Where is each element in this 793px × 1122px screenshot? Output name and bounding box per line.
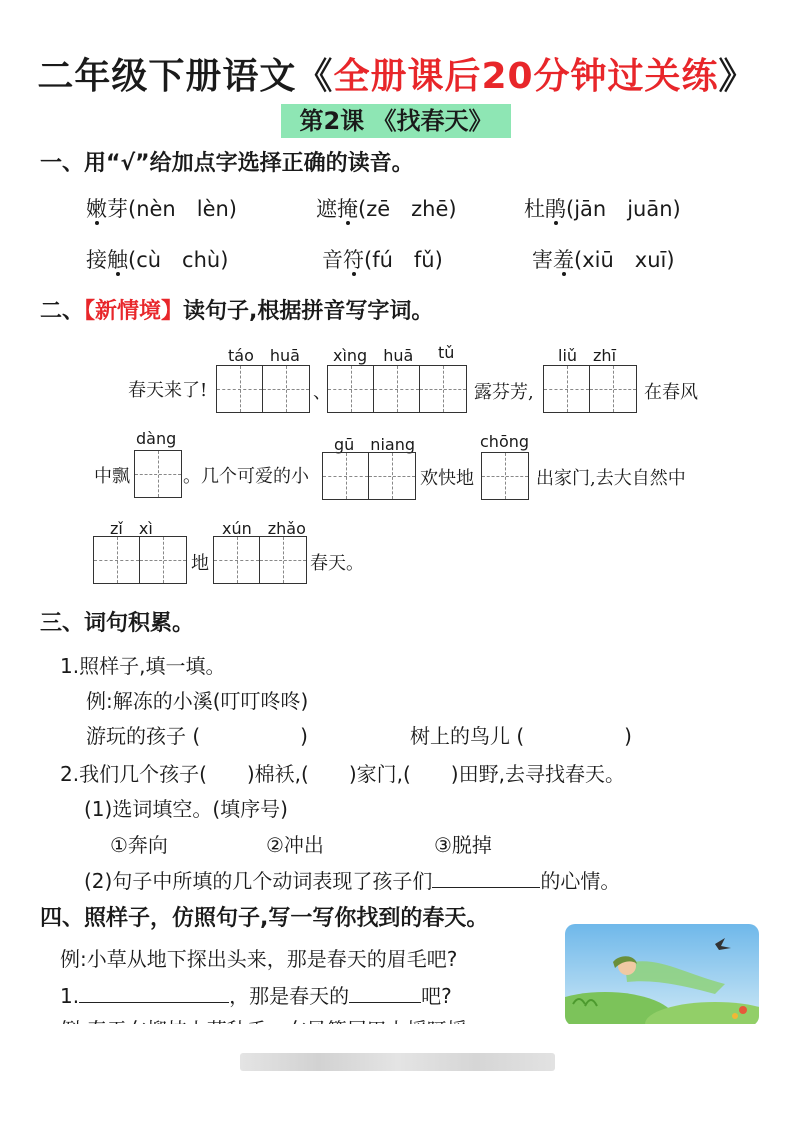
pinyin-item-2: 遮掩(zē zhē): [316, 197, 457, 221]
pinyin-chong: chōng: [480, 432, 530, 451]
writing-boxes-chong[interactable]: [481, 452, 529, 500]
pinyin-tu: tǔ: [438, 343, 455, 362]
sentence-text-6: 。几个可爱的小: [183, 466, 309, 487]
pinyin-item-3: 杜鹃(jān juān): [524, 197, 681, 221]
blurred-watermark-bar: [240, 1053, 555, 1071]
title-prefix: 二年级下册语文《: [37, 56, 334, 97]
section3-q2[interactable]: 2.我们几个孩子( )棉袄,( )家门,( )田野,去寻找春天。: [60, 762, 625, 786]
sentence-text-10: 春天。: [310, 553, 364, 574]
sentence-text-7: 欢快地: [420, 468, 474, 489]
sentence-text-8: 出家门,去大自然中: [536, 468, 686, 489]
writing-boxes-xunzhao[interactable]: [213, 536, 307, 584]
title-suffix: 》: [718, 56, 756, 97]
pinyin-item-6: 害羞(xiū xuī): [532, 248, 675, 272]
sentence-text-3: 露芬芳,: [474, 382, 534, 403]
pinyin-taohua: táo huā: [228, 346, 300, 365]
sentence-text-5: 中飘: [94, 466, 130, 487]
section3-q1: 1.照样子,填一填。: [60, 654, 226, 678]
pinyin-xinghua: xìng huā: [333, 346, 414, 365]
section4-heading: 四、照样子，仿照句子,写一写你找到的春天。: [40, 906, 489, 931]
pinyin-guniang: gū niang: [334, 435, 415, 454]
answer-blank-scene[interactable]: [79, 984, 229, 1003]
pinyin-dang: dàng: [136, 429, 177, 448]
sentence-text-9: 地: [191, 553, 209, 574]
title-highlight: 全册课后20分钟过关练: [333, 56, 719, 97]
pinyin-xunzhao: xún zhǎo: [222, 519, 306, 538]
pinyin-zixi: zǐ xì: [110, 519, 153, 538]
pinyin-liuzhi: liǔ zhī: [558, 346, 617, 365]
sentence-text-1: 春天来了!: [128, 380, 208, 401]
writing-boxes-taohua[interactable]: [216, 365, 310, 413]
section4-example1: 例:小草从地下探出头来，那是春天的眉毛吧?: [60, 947, 458, 971]
option-3: ③脱掉: [434, 833, 492, 857]
sentence-text-4: 在春风: [644, 382, 698, 403]
writing-boxes-zixi[interactable]: [93, 536, 187, 584]
page-title: [0, 48, 793, 99]
writing-boxes-dang[interactable]: [134, 450, 182, 498]
section3-example: 例:解冻的小溪(叮叮咚咚): [86, 689, 309, 713]
writing-boxes-guniang[interactable]: [322, 452, 416, 500]
spring-illustration: [565, 924, 759, 1026]
section4-line1: 1. ，那是春天的 吧?: [60, 984, 452, 1008]
option-2: ②冲出: [266, 833, 324, 857]
sentence-text-2: 、: [313, 382, 331, 403]
page-cutoff: [0, 1024, 793, 1122]
pinyin-item-5: 音符(fú fǔ): [322, 248, 443, 272]
lesson-label: 第2课 《找春天》: [281, 104, 511, 138]
section2-heading: 二、【新情境】读句子,根据拼音写字词。: [40, 299, 434, 324]
section3-q2-1: (1)选词填空。(填序号): [84, 797, 288, 821]
pinyin-item-4: 接触(cù chù): [86, 248, 229, 272]
section3-q2-2: (2)句子中所填的几个动词表现了孩子们 的心情。: [84, 869, 621, 893]
fill-blank-a[interactable]: 游玩的孩子 ( ): [86, 724, 308, 748]
pinyin-item-1: 嫩芽(nèn lèn): [86, 197, 237, 221]
writing-boxes-liuzhi[interactable]: [543, 365, 637, 413]
option-1: ①奔向: [110, 833, 168, 857]
writing-boxes-xinghua[interactable]: [327, 365, 467, 413]
answer-blank-feeling[interactable]: [432, 869, 540, 888]
section1-heading: 一、用“√”给加点字选择正确的读音。: [40, 151, 414, 176]
answer-blank-part[interactable]: [349, 984, 421, 1003]
fill-blank-b[interactable]: 树上的鸟儿 ( ): [410, 724, 632, 748]
section3-heading: 三、词句积累。: [40, 611, 195, 636]
